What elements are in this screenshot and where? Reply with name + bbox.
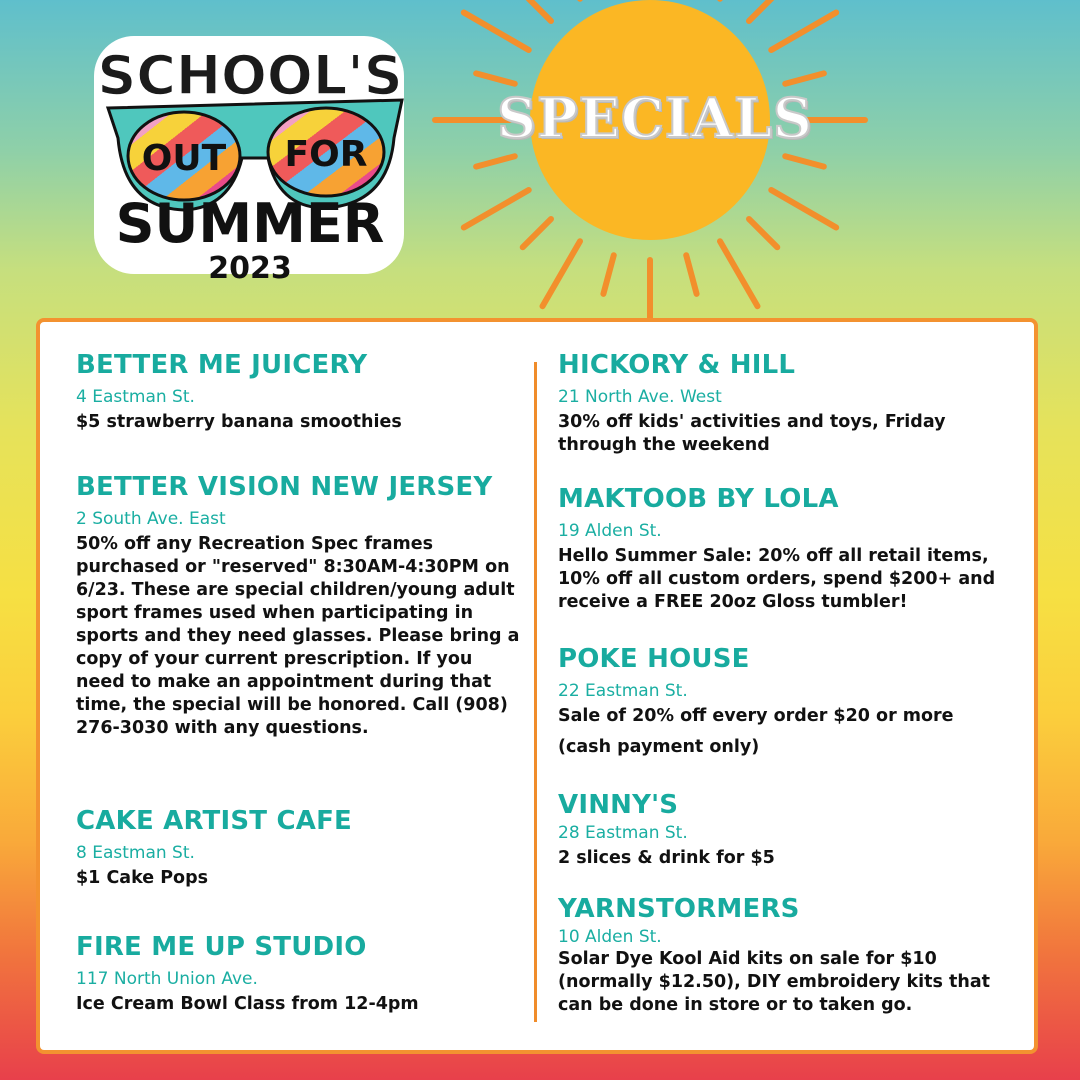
business-address: 4 Eastman St. xyxy=(76,387,195,407)
business-address: 117 North Union Ave. xyxy=(76,969,258,989)
list-item xyxy=(76,472,521,740)
list-item xyxy=(76,932,521,1016)
sun-ray xyxy=(464,13,529,51)
logo-year: 2023 xyxy=(208,251,292,286)
business-name: HICKORY & HILL xyxy=(558,350,796,380)
business-address: 19 Alden St. xyxy=(558,521,662,541)
logo-line3: SUMMER xyxy=(115,192,385,255)
sun-ray xyxy=(720,241,758,306)
schools-out-for-summer-logo xyxy=(90,30,420,300)
sun-ray xyxy=(749,219,777,247)
business-address: 21 North Ave. West xyxy=(558,387,722,407)
special-description: 30% off kids' activities and toys, Friday through the weekend xyxy=(558,412,946,455)
column-divider xyxy=(534,362,537,1022)
sun-ray xyxy=(543,241,581,306)
list-item xyxy=(558,350,1018,457)
list-item xyxy=(76,806,521,890)
business-address: 8 Eastman St. xyxy=(76,843,195,863)
special-description: Sale of 20% off every order $20 or more xyxy=(558,706,954,726)
business-name: CAKE ARTIST CAFE xyxy=(76,806,352,836)
logo-line1: SCHOOL'S xyxy=(97,44,403,107)
special-description: 2 slices & drink for $5 xyxy=(558,848,775,868)
special-description: $1 Cake Pops xyxy=(76,868,209,888)
logo-for: FOR xyxy=(284,134,368,175)
sun-ray xyxy=(523,0,551,21)
special-description: 50% off any Recreation Spec frames purchased or "reserved" 8:30AM-4:30PM on 6/23. These are special children/young adult sport frames used when participating in sports and they need glasses. Please bring a copy of your current prescription. If you need to make an appointment during that time, the special will be honored. Call (908) 276-3030 with any questions. xyxy=(76,534,520,738)
business-address: 22 Eastman St. xyxy=(558,681,688,701)
sun-ray xyxy=(523,219,551,247)
business-address: 10 Alden St. xyxy=(558,927,662,947)
sun-ray xyxy=(686,255,696,294)
sun-ray xyxy=(749,0,777,21)
sun-icon xyxy=(420,0,880,320)
special-description: $5 strawberry banana smoothies xyxy=(76,412,402,432)
sun-ray xyxy=(476,156,515,166)
business-name: MAKTOOB BY LOLA xyxy=(558,484,839,514)
business-address: 2 South Ave. East xyxy=(76,509,226,529)
business-name: FIRE ME UP STUDIO xyxy=(76,932,367,962)
specials-card xyxy=(36,318,1038,1054)
business-name: POKE HOUSE xyxy=(558,644,750,674)
sun-ray xyxy=(785,73,824,83)
sun-ray xyxy=(603,255,613,294)
list-item xyxy=(558,644,1018,759)
specials-title: SPECIALS xyxy=(497,86,813,150)
special-description xyxy=(558,545,1018,614)
sun-ray xyxy=(771,190,836,228)
sun-ray xyxy=(785,156,824,166)
sale-details: : 20% off all retail items, 10% off all custom orders, spend $200+ and receive a FREE 20oz Gloss tumbler! xyxy=(558,546,996,612)
logo-out: OUT xyxy=(141,138,227,179)
special-description: Ice Cream Bowl Class from 12-4pm xyxy=(76,994,419,1014)
business-name: YARNSTORMERS xyxy=(558,894,800,924)
list-item xyxy=(558,894,1028,1017)
business-name: BETTER ME JUICERY xyxy=(76,350,368,380)
special-description: Solar Dye Kool Aid kits on sale for $10 (normally $12.50), DIY embroidery kits that can be done in store or to taken go. xyxy=(558,949,991,1015)
list-item xyxy=(558,790,1018,870)
business-name: VINNY'S xyxy=(558,790,679,820)
list-item xyxy=(558,484,1018,614)
special-note: (cash payment only) xyxy=(558,737,760,757)
sun-ray xyxy=(464,190,529,228)
sale-name: Hello Summer Sale xyxy=(558,546,746,566)
sun-ray xyxy=(476,73,515,83)
sun-ray xyxy=(771,13,836,51)
list-item xyxy=(76,350,521,434)
business-address: 28 Eastman St. xyxy=(558,823,688,843)
business-name: BETTER VISION NEW JERSEY xyxy=(76,472,493,502)
